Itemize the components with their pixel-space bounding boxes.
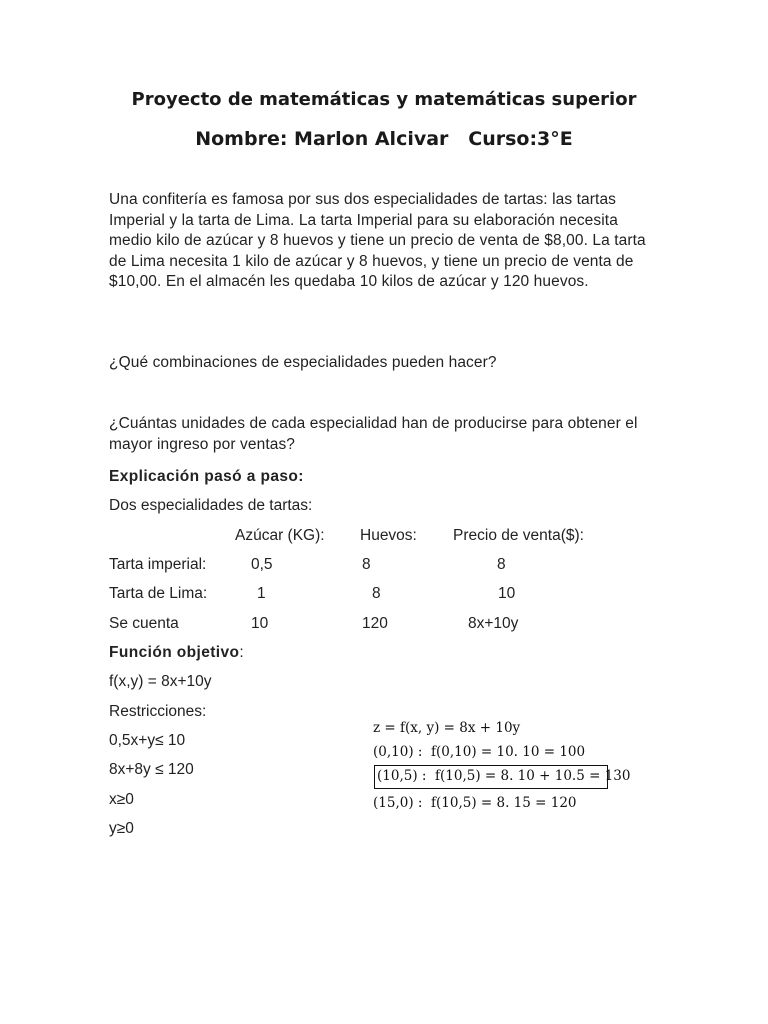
explanation-intro: Dos especialidades de tartas: [109,497,313,514]
table-row-label: Tarta imperial: [109,556,207,573]
objective-function-heading: Función objetivo: [109,644,244,661]
table-cell: 8 [362,556,371,573]
document-title: Proyecto de matemáticas y matemáticas superior [131,89,637,110]
formula-row: (15,0) : f(10,5) = 8. 15 = 120 [373,795,577,811]
student-info: Nombre: Marlon Alcivar Curso:3°E [195,128,573,150]
table-cell: 10 [251,615,269,632]
question-1: ¿Qué combinaciones de especialidades pueden hacer? [109,354,497,371]
table-row-label: Tarta de Lima: [109,585,208,602]
table-row-label: Se cuenta [109,615,179,632]
restriction: 8x+8y ≤ 120 [109,761,194,778]
table-header-sugar: Azúcar (KG): [235,527,325,544]
table-cell: 8 [497,556,506,573]
restriction: x≥0 [109,791,134,808]
explanation-heading: Explicación pasó a paso: [109,468,304,485]
restrictions-heading: Restricciones: [109,703,207,720]
table-cell: 8 [372,585,381,602]
evaluation-formulas [368,718,631,818]
table-cell: 8x+10y [468,615,519,632]
formula-row: (0,10) : f(0,10) = 10. 10 = 100 [373,744,586,760]
table-header-price: Precio de venta($): [453,527,584,544]
formula-header: z = f(x, y) = 8x + 10y [373,720,521,736]
table-header-eggs: Huevos: [360,527,417,544]
table-cell: 1 [257,585,266,602]
question-2: ¿Cuántas unidades de cada especialidad han de producirse para obtener el mayor ingreso por ventas? [109,415,638,453]
restriction: 0,5x+y≤ 10 [109,732,186,749]
table-cell: 120 [362,615,388,632]
objective-function: f(x,y) = 8x+10y [109,673,212,690]
table-cell: 10 [498,585,516,602]
table-cell: 0,5 [251,556,273,573]
problem-statement: Una confitería es famosa por sus dos especialidades de tartas: las tartas Imperial y la tarta de Lima. La tarta Imperial para su elaboración necesita medio kilo de azúcar y 8 huevos y tiene un precio de venta de $8,00. La tarta de Lima necesita 1 kilo de azúcar y 8 huevos, y tiene un precio de venta de $10,00. En el almacén les quedaba 10 kilos de azúcar y 120 huevos. [109,191,646,290]
restriction: y≥0 [109,820,134,837]
formula-row-optimal: (10,5) : f(10,5) = 8. 10 + 10.5 = 130 [377,768,631,784]
